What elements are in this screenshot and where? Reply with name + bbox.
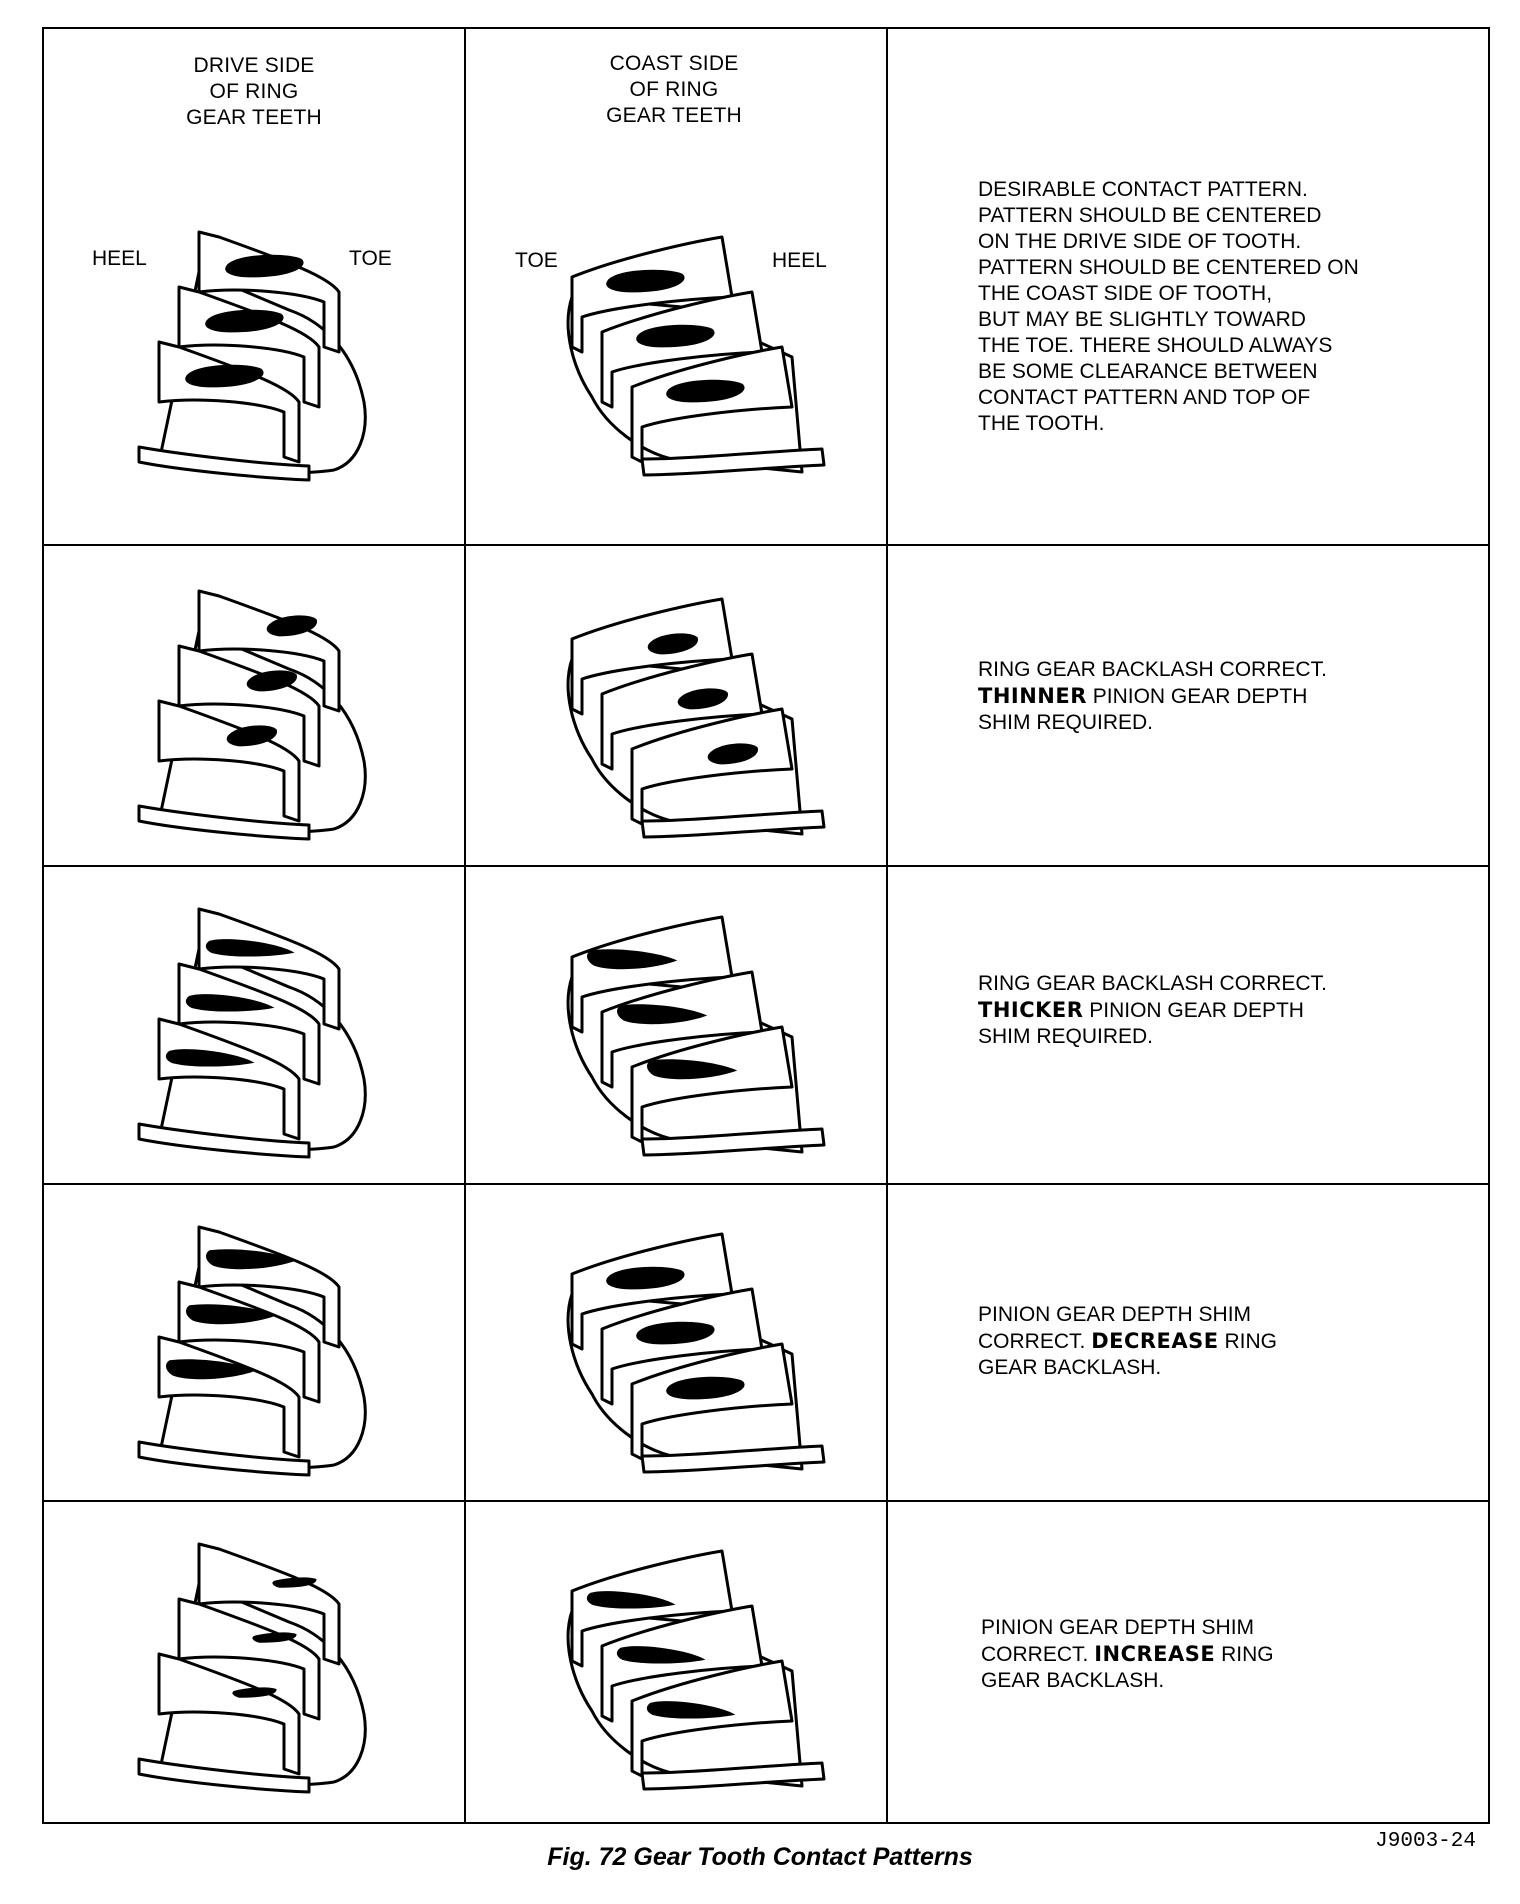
row-4-emphasis: DECREASE bbox=[1091, 1329, 1219, 1353]
coast-side-gear-drawing bbox=[552, 237, 842, 487]
drive-side-gear-drawing bbox=[119, 1227, 409, 1477]
drive-side-gear-drawing bbox=[119, 232, 409, 482]
row-divider bbox=[44, 1183, 1488, 1185]
coast-side-gear-drawing bbox=[552, 917, 842, 1167]
row-1-description: DESIRABLE CONTACT PATTERN. PATTERN SHOULD BE CENTERED ON THE DRIVE SIDE OF TOOTH. PATTERN SHOULD BE CENTERED ON THE COAST SIDE OF TOOTH, BUT MAY BE SLIGHTLY TOWARD THE TOE. THERE SHOULD ALWAYS BE SOME CLEARANCE BETWEEN CONTACT PATTERN AND TOP OF THE TOOTH. bbox=[978, 178, 1359, 435]
row-divider bbox=[44, 1500, 1488, 1502]
column-divider bbox=[464, 29, 466, 1822]
coast-toe-label: TOE bbox=[515, 249, 558, 272]
drive-side-header: DRIVE SIDE OF RING GEAR TEETH bbox=[186, 54, 322, 129]
row-3-description: RING GEAR BACKLASH CORRECT. THICKER PINION GEAR DEPTH SHIM REQUIRED. bbox=[978, 972, 1327, 1048]
row-5-emphasis: INCREASE bbox=[1094, 1642, 1216, 1666]
drive-heel-label: HEEL bbox=[92, 247, 147, 270]
row-2-description: RING GEAR BACKLASH CORRECT. THINNER PINION GEAR DEPTH SHIM REQUIRED. bbox=[978, 658, 1327, 734]
coast-side-gear-drawing bbox=[552, 1234, 842, 1484]
contact-pattern-table bbox=[42, 27, 1490, 1824]
row-2-emphasis: THINNER bbox=[978, 684, 1087, 708]
drive-toe-label: TOE bbox=[349, 247, 392, 270]
row-4-description: PINION GEAR DEPTH SHIM CORRECT. DECREASE RING GEAR BACKLASH. bbox=[978, 1303, 1277, 1379]
coast-side-gear-drawing bbox=[552, 599, 842, 849]
coast-side-gear-drawing bbox=[552, 1551, 842, 1801]
drive-side-gear-drawing bbox=[119, 909, 409, 1159]
row-3-emphasis: THICKER bbox=[978, 998, 1084, 1022]
row-divider bbox=[44, 865, 1488, 867]
row-5-description: PINION GEAR DEPTH SHIM CORRECT. INCREASE RING GEAR BACKLASH. bbox=[981, 1616, 1274, 1692]
coast-heel-label: HEEL bbox=[772, 249, 827, 272]
figure-caption: Fig. 72 Gear Tooth Contact Patterns bbox=[547, 1843, 973, 1871]
drive-side-gear-drawing bbox=[119, 591, 409, 841]
figure-id: J9003-24 bbox=[1375, 1830, 1476, 1853]
row-divider bbox=[44, 544, 1488, 546]
drive-side-gear-drawing bbox=[119, 1544, 409, 1794]
column-divider bbox=[886, 29, 888, 1822]
coast-side-header: COAST SIDE OF RING GEAR TEETH bbox=[606, 52, 742, 127]
